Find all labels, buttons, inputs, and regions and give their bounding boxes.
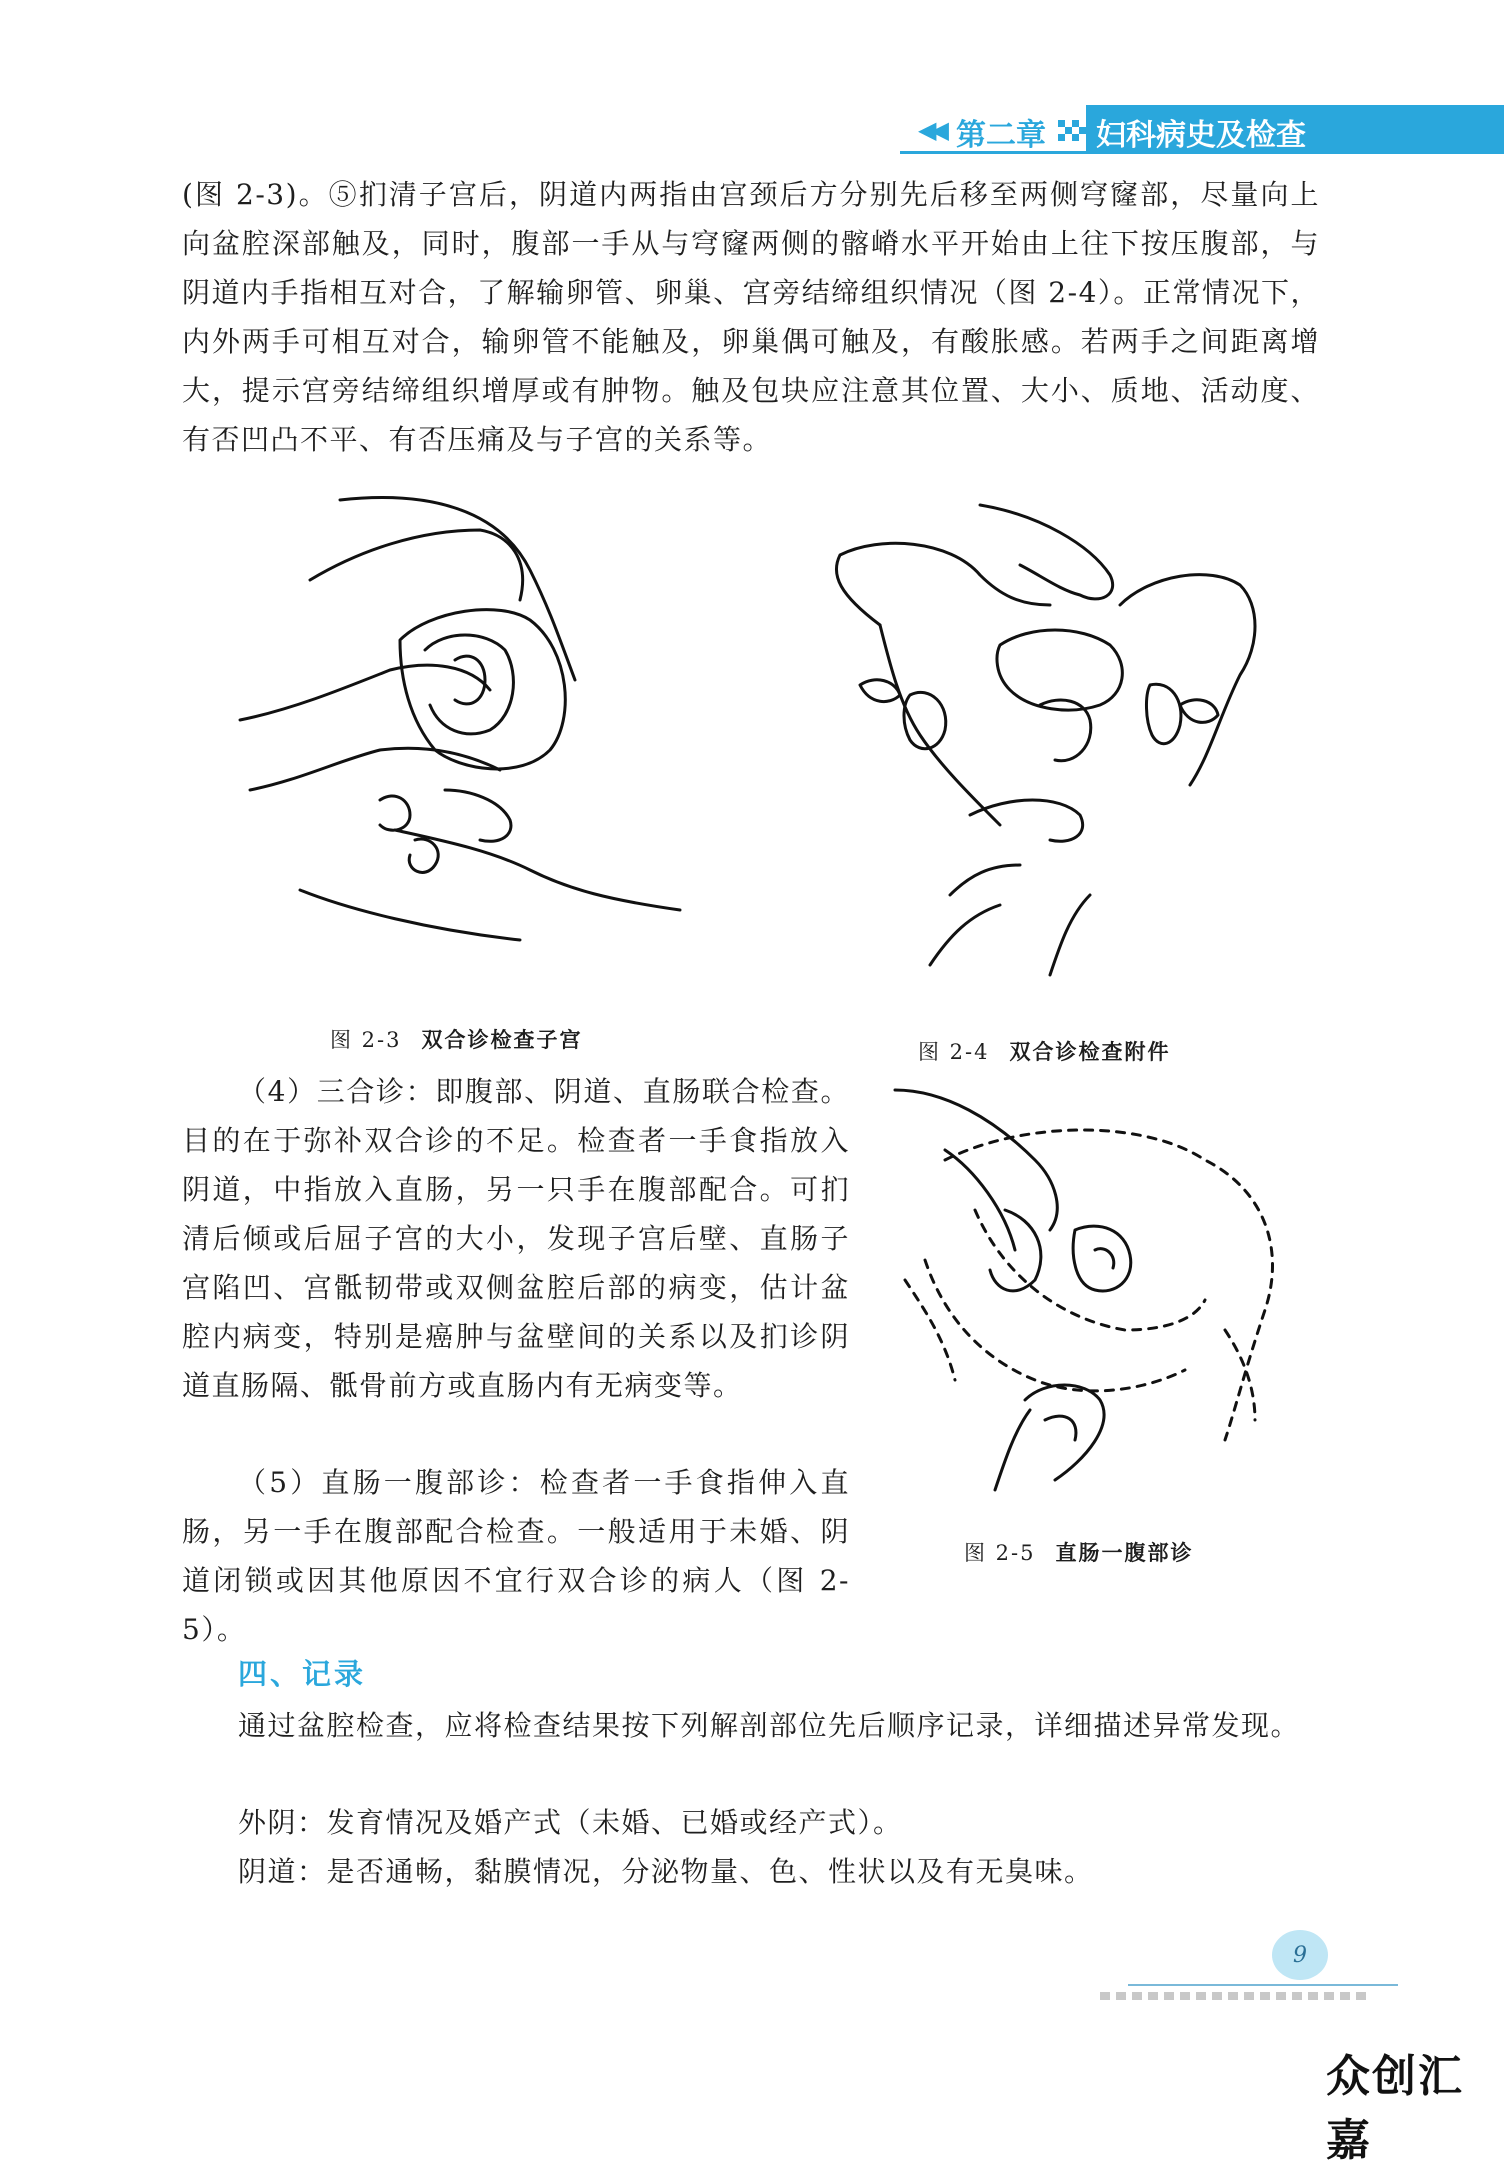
figure-2-4-number: 图 2-4 — [918, 1040, 990, 1064]
figure-2-4-caption — [918, 1036, 1171, 1066]
paragraph-bimanual-adnexa: (图 2-3)。⑤扪清子宫后，阴道内两指由宫颈后方分别先后移至两侧穹窿部，尽量向上向盆腔深部触及，同时，腹部一手从与穹窿两侧的髂嵴水平开始由上往下按压腹部，与阴道内手指相互对合，了解输卵管、卵巢、宫旁结缔组织情况（图 2-4）。正常情况下，内外两手可相互对合，输卵管不能触及，卵巢偶可触及，有酸胀感。若两手之间距离增大，提示宫旁结缔组织增厚或有肿物。触及包块应注意其位置、大小、质地、活动度、有否凹凸不平、有否压痛及与子宫的关系等。 — [182, 178, 1320, 456]
chapter-title: 妇科病史及检查 — [1096, 118, 1306, 153]
checker-pattern-icon — [1058, 120, 1086, 144]
section-title-records: 四、记录 — [238, 1657, 367, 1691]
figure-2-5-illustration — [885, 1080, 1285, 1500]
footer-dash-pattern — [1100, 1992, 1370, 2000]
page-number-badge — [1272, 1930, 1328, 1980]
double-left-arrow-icon: ◀◀ — [918, 116, 943, 144]
paragraph-vagina: 阴道：是否通畅，黏膜情况，分泌物量、色、性状以及有无臭味。 — [238, 1855, 1094, 1888]
footer-rule — [1128, 1984, 1398, 1986]
chapter-label: 第二章 — [956, 118, 1046, 153]
paragraph-rectovaginal-exam: （4）三合诊：即腹部、阴道、直肠联合检查。目的在于弥补双合诊的不足。检查者一手食指放入阴道，中指放入直肠，另一只手在腹部配合。可扪清后倾或后屈子宫的大小，发现子宫后壁、直肠子宫陷凹、宫骶韧带或双侧盆腔后部的病变，估计盆腔内病变，特别是癌肿与盆壁间的关系以及扪诊阴道直肠隔、骶骨前方或直肠内有无病变等。 — [182, 1075, 850, 1402]
figure-2-3-number: 图 2-3 — [330, 1028, 402, 1052]
paragraph-rectoabdominal-exam: （5）直肠一腹部诊：检查者一手食指伸入直肠，另一手在腹部配合检查。一般适用于未婚、阴道闭锁或因其他原因不宜行双合诊的病人（图 2-5）。 — [182, 1466, 850, 1646]
figure-2-4-title: 双合诊检查附件 — [1009, 1040, 1171, 1064]
figure-2-3-title: 双合诊检查子宫 — [421, 1028, 583, 1052]
figure-2-5-number: 图 2-5 — [964, 1541, 1036, 1565]
page-number: 9 — [1293, 1942, 1307, 1968]
figure-2-4-illustration — [820, 495, 1290, 995]
watermark-text: 众创汇嘉 — [1326, 2051, 1464, 2166]
figure-2-3-illustration — [230, 490, 690, 950]
figure-2-5-title: 直肠一腹部诊 — [1055, 1541, 1194, 1565]
paragraph-record-intro: 通过盆腔检查，应将检查结果按下列解剖部位先后顺序记录，详细描述异常发现。 — [238, 1709, 1301, 1742]
paragraph-vulva: 外阴：发育情况及婚产式（未婚、已婚或经产式）。 — [238, 1806, 903, 1839]
figure-2-3-caption — [330, 1024, 583, 1054]
figure-2-5-caption — [964, 1537, 1194, 1567]
